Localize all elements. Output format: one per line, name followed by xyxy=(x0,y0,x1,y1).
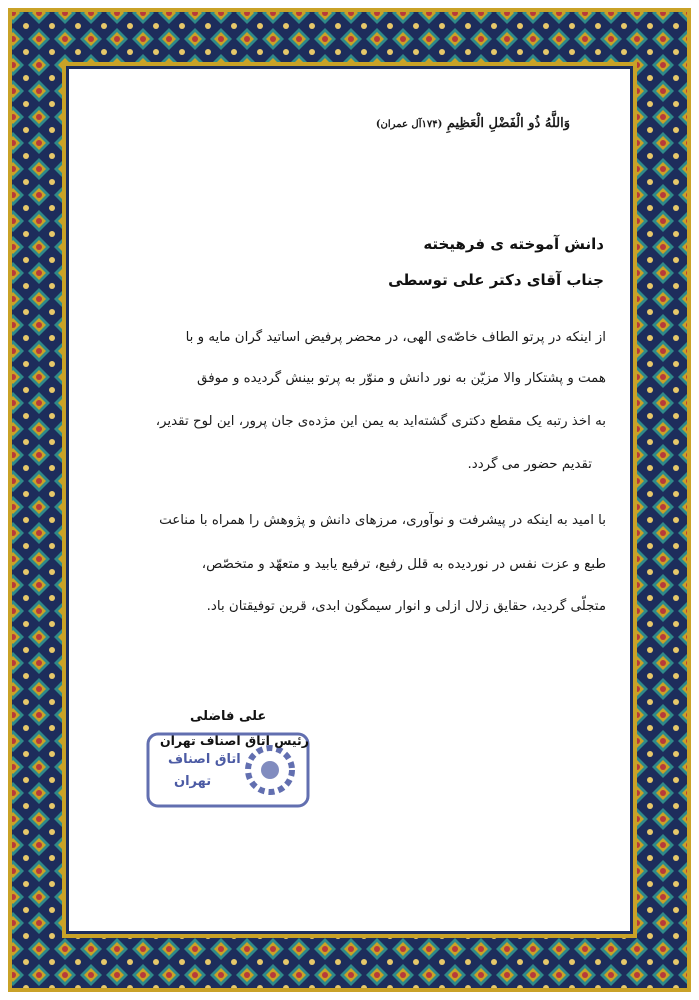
paragraph-2-line: با امید به اینکه در پیشرفت و نوآوری، مرزهای دانش و پژوهش را همراه با مناعت xyxy=(159,513,606,528)
verse-text: وَاللَّهُ ذُو الْفَضْلِ الْعَظِيمِ xyxy=(446,116,570,131)
paragraph-1-line: از اینکه در پرتو الطاف خاصّه‌ی الهی، در محضر پرفیض اساتید گران مایه و با xyxy=(185,330,606,345)
paragraph-1-line: به اخذ رتبه یک مقطع دکتری گشته‌اید به یمن این مژده‌ی جان پرور، این لوح تقدیر، xyxy=(155,414,606,429)
signatory-name: علی فاضلی xyxy=(190,709,267,724)
stamp-text-1: اتاق اصناف xyxy=(168,752,241,767)
paragraph-2-line: طبع و عزت نفس در نوردیده به قلل رفیع، ترفیع یابید و متعهّد و متخصّص، xyxy=(201,557,606,572)
paragraph-1-line: همت و پشتکار والا مزیّن به نور دانش و منوّر به پرتو بینش گردیده و موفق xyxy=(197,371,606,386)
verse-reference: (۱۷۴آل عمران) xyxy=(375,119,443,130)
quran-verse xyxy=(120,116,570,131)
stamp-text-2: تهران xyxy=(174,774,212,789)
recipient-name: جناب آقای دکتر علی توسطی xyxy=(388,271,604,289)
paragraph-1-line: تقدیم حضور می گردد. xyxy=(467,457,592,472)
signatory-title: رئیس اتاق اصناف تهران xyxy=(160,733,309,748)
recipient-title: دانش آموخته ی فرهیخته xyxy=(423,235,604,253)
paragraph-2-line: متجلّی گردید، حقایق زلال ازلی و انوار سیمگون ابدی، قرین توفیقتان باد. xyxy=(206,599,606,614)
